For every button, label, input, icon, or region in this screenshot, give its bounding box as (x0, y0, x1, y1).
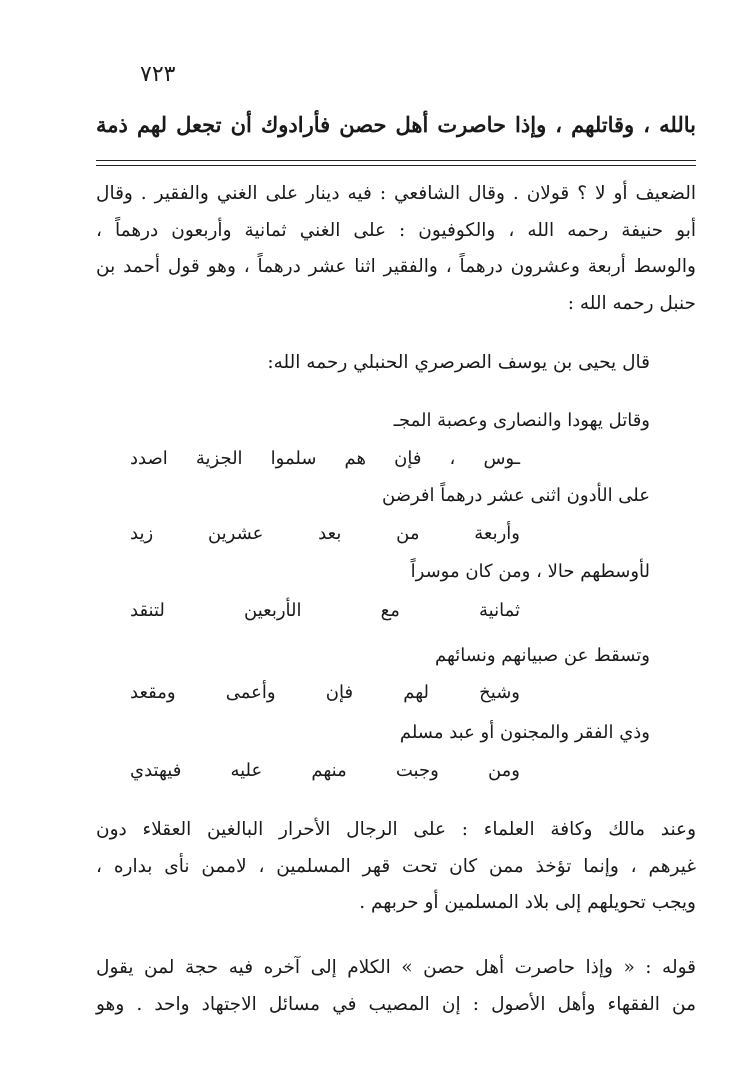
verse-line: على الأدون اثنى عشر درهماً افرضن (382, 485, 650, 506)
verse-line: ـوس ، فإن هم سلموا الجزية اصدد (130, 448, 520, 469)
text-line: حنبل رحمه الله : (567, 292, 696, 314)
header-rule-top (96, 160, 696, 161)
verse-line: ومن وجبت منهم عليه فيهتدي (130, 760, 520, 781)
text-line: والوسط أربعة وعشرون درهماً ، والفقير اثنا عشر درهماً ، وهو قول أحمد بن (96, 256, 696, 277)
text-line: قوله : « وإذا حاصرت أهل حصن » الكلام إلى آخره فيه حجة لمن يقول (96, 957, 696, 978)
text-line: من الفقهاء وأهل الأصول : إن المصيب في مسائل الاجتهاد واحد . وهو (96, 993, 696, 1015)
running-header: بالله ، وقاتلهم ، وإذا حاصرت أهل حصن فأرادوك أن تجعل لهم ذمة (96, 112, 696, 137)
text-line: الضعيف أو لا ؟ قولان . وقال الشافعي : فيه دينار على الغني والفقير . وقال (96, 183, 696, 204)
text-line: غيرهم ، وإنما تؤخذ ممن كان تحت قهر المسلمين ، لاممن نأى بداره ، (96, 855, 696, 877)
paragraph-1 (96, 176, 696, 322)
verse-line: وذي الفقر والمجنون أو عبد مسلم (399, 722, 650, 743)
header-rule-bottom (96, 165, 696, 166)
paragraph-2 (96, 812, 696, 922)
verse-line: ثمانية مع الأربعين لتنقد (130, 600, 520, 621)
verse-line: وتسقط عن صبيانهم ونسائهم (434, 645, 650, 666)
verse-line: وأربعة من بعد عشرين زيد (130, 523, 520, 544)
verse-line: وقاتل يهودا والنصارى وعصبة المجـ (393, 410, 650, 431)
text-line: وعند مالك وكافة العلماء : على الرجال الأحرار البالغين العقلاء دون (96, 819, 696, 840)
page-number: ٧٢٣ (140, 62, 176, 87)
text-line: ويجب تحويلهم إلى بلاد المسلمين أو حربهم . (359, 892, 696, 913)
paragraph-3 (96, 950, 696, 1023)
poem-intro: قال يحيى بن يوسف الصرصري الحنبلي رحمه الله: (267, 352, 650, 373)
verse-line: لأوسطهم حالا ، ومن كان موسراً (410, 561, 650, 582)
verse-line: وشيخ لهم فإن وأعمى ومقعد (130, 682, 520, 703)
text-line: أبو حنيفة رحمه الله ، والكوفيون : على الغني ثمانية وأربعون درهماً ، (96, 219, 696, 241)
